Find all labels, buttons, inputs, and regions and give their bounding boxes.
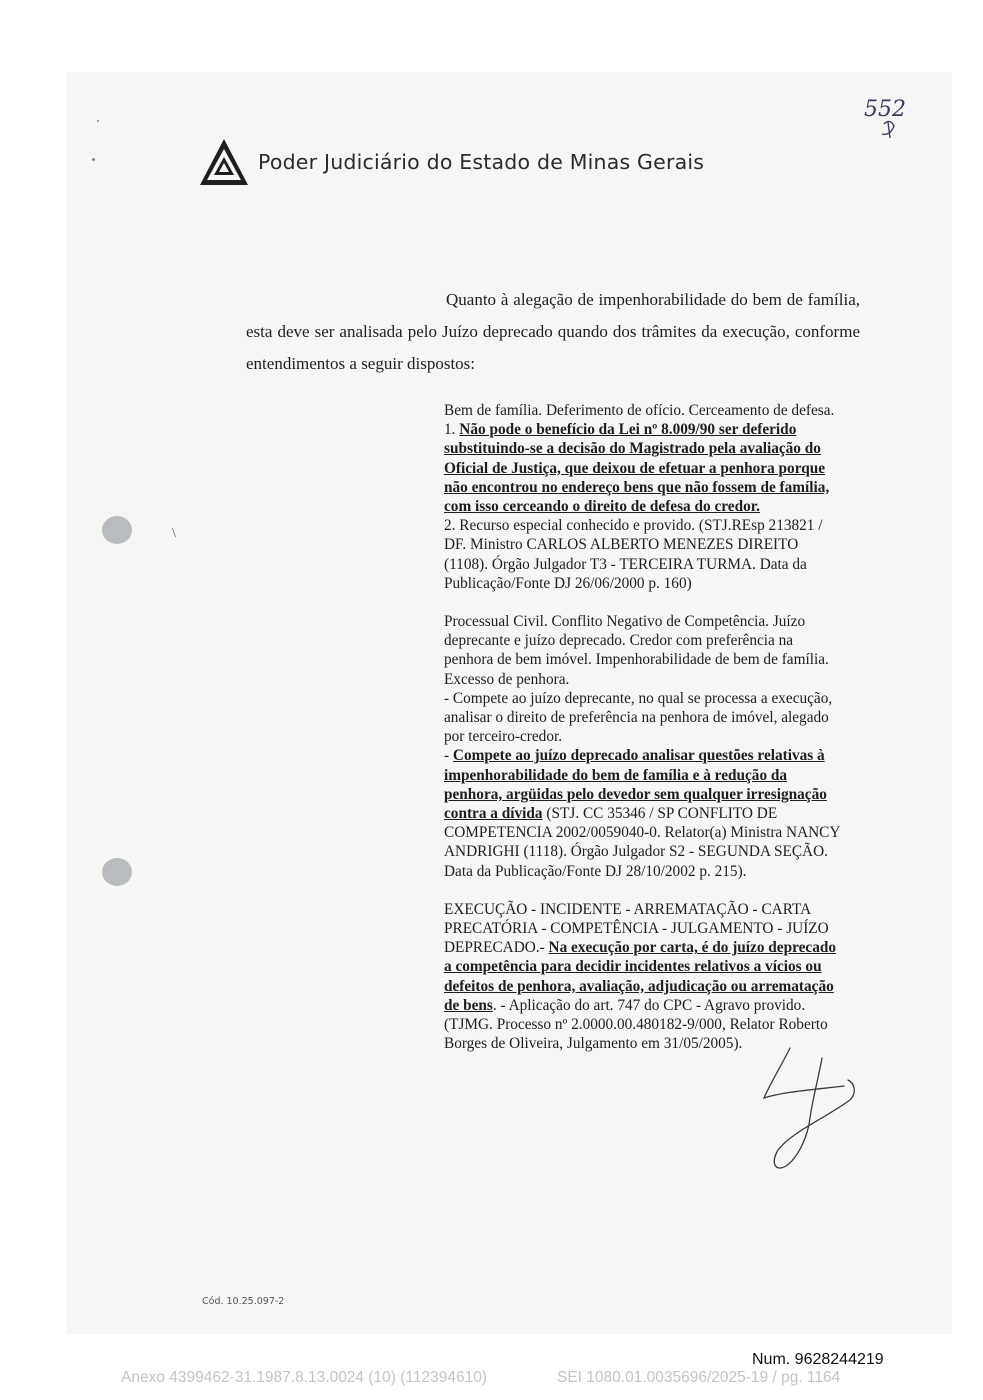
citation-line: DF. Ministro CARLOS ALBERTO MENEZES DIREITO — [444, 536, 799, 554]
citation-highlight: contra a dívida — [444, 805, 543, 823]
citation-line: 1. — [444, 421, 460, 439]
citation-highlight: penhora, argüidas pelo devedor sem qualquer irresignação — [444, 785, 827, 803]
citation-line: DEPRECADO.- — [444, 939, 549, 957]
citation-highlight: de bens — [444, 996, 493, 1014]
citation-line: deprecante e juízo deprecado. Credor com preferência na — [444, 632, 794, 650]
citation-line: (TJMG. Processo nº 2.0000.00.480182-9/000, Relator Roberto — [444, 1016, 828, 1034]
citation-line: - Compete ao juízo deprecante, no qual se processa a execução, — [444, 689, 833, 707]
citation-line: - — [444, 747, 453, 765]
citation-line: 2. Recurso especial conhecido e provido. (STJ.REsp 213821 / — [444, 517, 823, 535]
punch-hole — [102, 858, 132, 886]
citation-line: por terceiro-credor. — [444, 728, 563, 746]
citation-line: Publicação/Fonte DJ 26/06/2000 p. 160) — [444, 574, 692, 592]
citation-line: Processual Civil. Conflito Negativo de Competência. Juízo — [444, 613, 806, 631]
citation-highlight: com isso cerceando o direito de defesa do credor. — [444, 498, 760, 516]
citation-highlight: a competência para decidir incidentes relativos a vícios ou — [444, 958, 822, 976]
citation-line: PRECATÓRIA - COMPETÊNCIA - JULGAMENTO - JUÍZO — [444, 920, 829, 938]
citation-line: analisar o direito de preferência na penhora de imóvel, alegado — [444, 709, 829, 727]
jurisprudence-citations — [444, 401, 860, 1054]
citation-highlight: Compete ao juízo deprecado analisar questões relativas à — [452, 747, 825, 765]
citation-line: (1108). Órgão Julgador T3 - TERCEIRA TURMA. Data da — [444, 555, 807, 573]
annex-reference: Anexo 4399462-31.1987.8.13.0024 (10) (112394610) — [121, 1369, 487, 1386]
citation-highlight: Na execução por carta, é do juízo deprecado — [548, 939, 837, 957]
citation-line: Bem de família. Deferimento de ofício. Cerceamento de defesa. — [444, 402, 835, 419]
intro-text: Quanto à alegação de impenhorabilidade do bem de família, esta deve ser analisada pelo Juízo deprecado quando dos trâmites da execução, conforme entendimentos a seguir dispostos: — [246, 290, 860, 373]
citation-line: . - Aplicação do art. 747 do CPC - Agravo provido. — [492, 996, 806, 1014]
court-name: Poder Judiciário do Estado de Minas Gerais — [258, 150, 705, 174]
citation-line: COMPETENCIA 2002/0059040-0. Relator(a) Ministra NANCY — [444, 824, 841, 842]
citation-line: (STJ. CC 35346 / SP CONFLITO DE — [542, 805, 778, 823]
scan-speck — [97, 120, 99, 122]
triangle-logo-icon — [198, 137, 250, 187]
citation-highlight: Oficial de Justiça, que deixou de efetuar a penhora porque — [444, 459, 826, 477]
page-number-text: 552 — [864, 97, 906, 122]
letterhead — [198, 136, 704, 188]
document-number: Num. 9628244219 — [752, 1351, 884, 1368]
citation-highlight: defeitos de penhora, avaliação, adjudicação ou arrematação — [444, 977, 834, 995]
citation-highlight: não encontrou no endereço bens que não fossem de família, — [444, 478, 830, 496]
citation-highlight: impenhorabilidade do bem de família e à redução da — [444, 766, 788, 784]
handwritten-page-number — [862, 94, 922, 144]
citation-tjmg-execucao — [444, 900, 860, 1054]
handwritten-signature — [752, 1040, 862, 1170]
citation-line: EXECUÇÃO - INCIDENTE - ARREMATAÇÃO - CARTA — [444, 900, 812, 918]
scan-mark: \ — [172, 526, 176, 541]
intro-paragraph — [246, 284, 860, 380]
citation-highlight: substituindo-se a decisão do Magistrado pela avaliação do — [444, 440, 821, 458]
citation-highlight: Não pode o benefício da Lei nº 8.009/90 ser deferido — [459, 421, 797, 439]
sei-reference: SEI 1080.01.0035696/2025-19 / pg. 1164 — [557, 1369, 841, 1386]
citation-stj-resp-213821 — [444, 401, 860, 593]
citation-line: Excesso de penhora. — [444, 670, 570, 688]
citation-line: Borges de Oliveira, Julgamento em 31/05/2005). — [444, 1035, 743, 1053]
citation-stj-cc-35346 — [444, 612, 860, 881]
citation-line: ANDRIGHI (1118). Órgão Julgador S2 - SEGUNDA SEÇÃO. — [444, 843, 828, 861]
punch-hole — [102, 516, 132, 544]
citation-line: penhora de bem imóvel. Impenhorabilidade de bem de família. — [444, 651, 829, 669]
scan-speck — [92, 158, 95, 161]
citation-line: Data da Publicação/Fonte DJ 28/10/2002 p. 215). — [444, 862, 747, 880]
form-code: Cód. 10.25.097-2 — [202, 1296, 285, 1307]
